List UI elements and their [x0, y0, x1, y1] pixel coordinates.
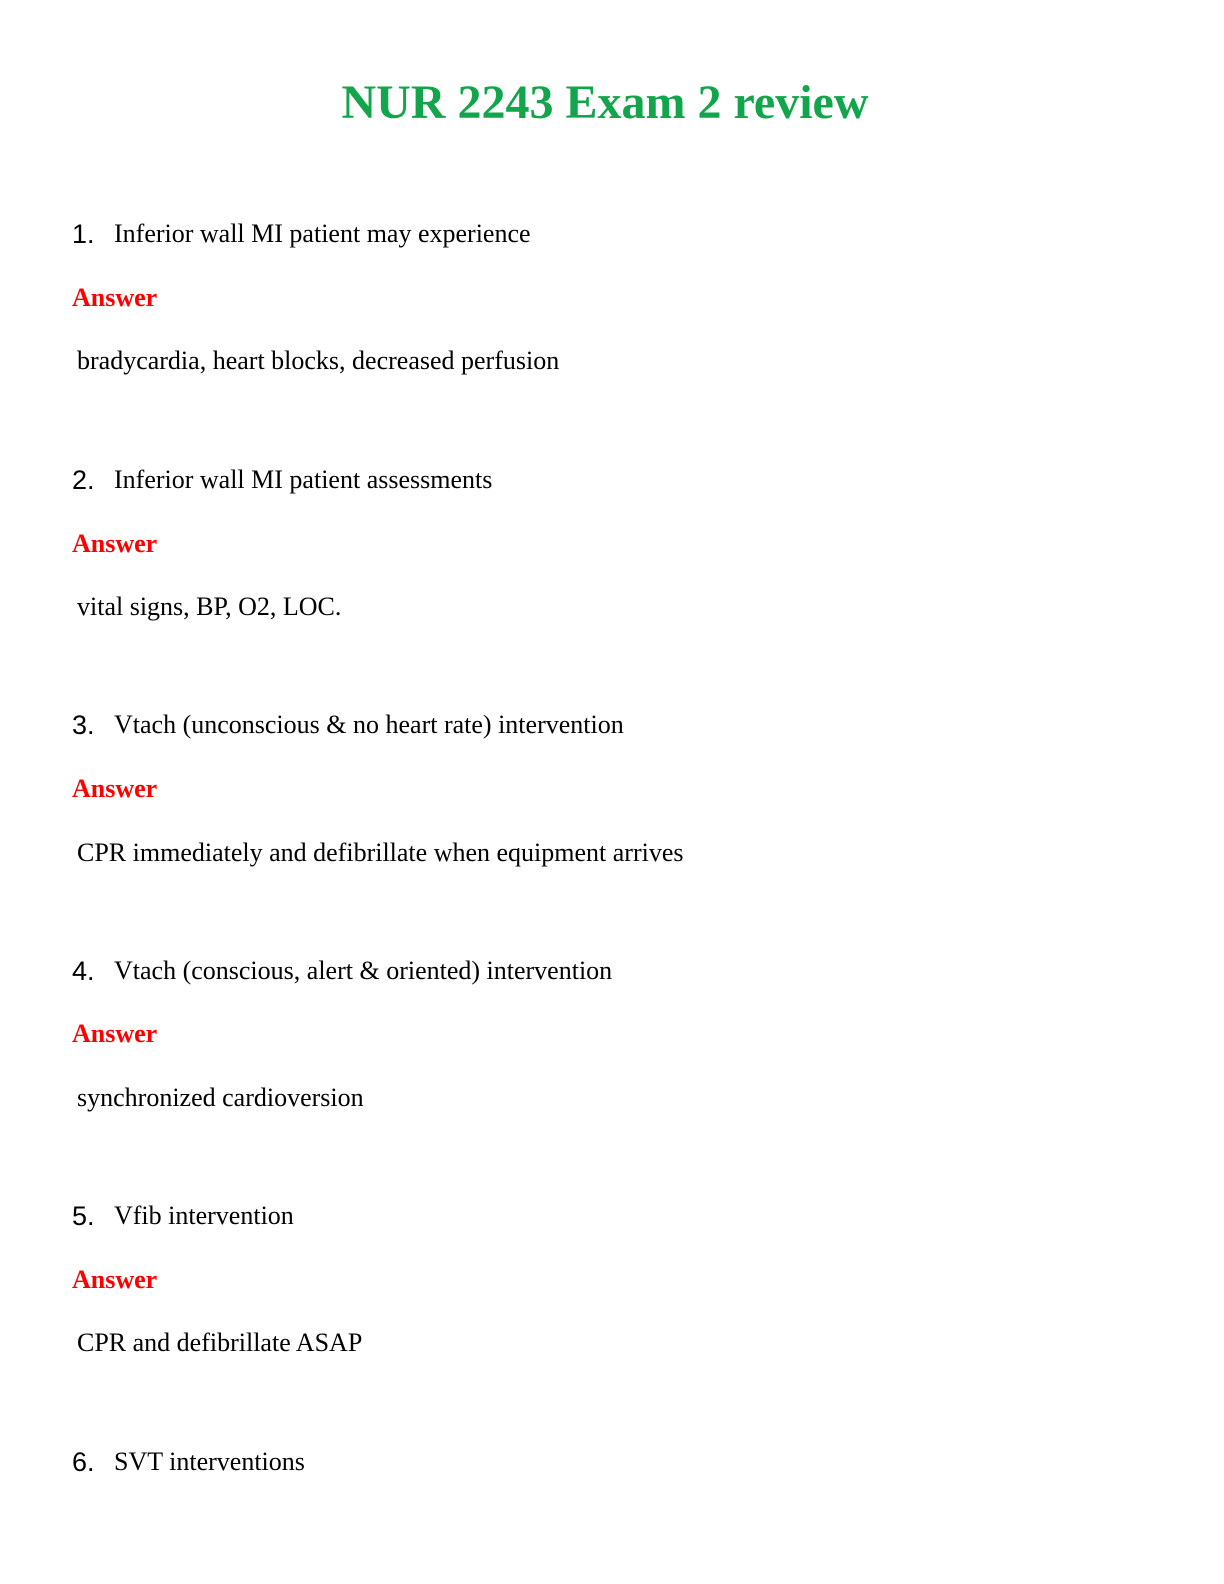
answer-label: Answer	[72, 529, 158, 558]
question-text: Inferior wall MI patient assessments	[114, 465, 493, 494]
question-number: 6.	[72, 1447, 95, 1477]
question-3	[72, 707, 624, 743]
answer-label: Answer	[72, 1265, 158, 1294]
answer-label: Answer	[72, 283, 158, 312]
question-2	[72, 462, 492, 498]
answer-label: Answer	[72, 1019, 158, 1048]
answer-text: vital signs, BP, O2, LOC.	[77, 592, 342, 621]
question-6	[72, 1444, 305, 1480]
question-number: 1.	[72, 219, 95, 249]
document-title: NUR 2243 Exam 2 review	[341, 76, 869, 129]
question-text: Inferior wall MI patient may experience	[114, 219, 531, 248]
answer-text: CPR immediately and defibrillate when equipment arrives	[77, 838, 684, 867]
question-text: Vfib intervention	[114, 1201, 294, 1230]
answer-text: synchronized cardioversion	[77, 1083, 364, 1112]
question-text: Vtach (unconscious & no heart rate) intervention	[114, 710, 624, 739]
question-number: 2.	[72, 465, 95, 495]
question-number: 3.	[72, 710, 95, 740]
question-5	[72, 1198, 294, 1234]
answer-text: CPR and defibrillate ASAP	[77, 1328, 363, 1357]
question-text: Vtach (conscious, alert & oriented) intervention	[114, 956, 613, 985]
question-number: 4.	[72, 956, 95, 986]
question-1	[72, 216, 531, 252]
question-4	[72, 953, 612, 989]
answer-label: Answer	[72, 774, 158, 803]
question-text: SVT interventions	[114, 1447, 305, 1476]
question-number: 5.	[72, 1201, 95, 1231]
answer-text: bradycardia, heart blocks, decreased perfusion	[77, 346, 560, 375]
